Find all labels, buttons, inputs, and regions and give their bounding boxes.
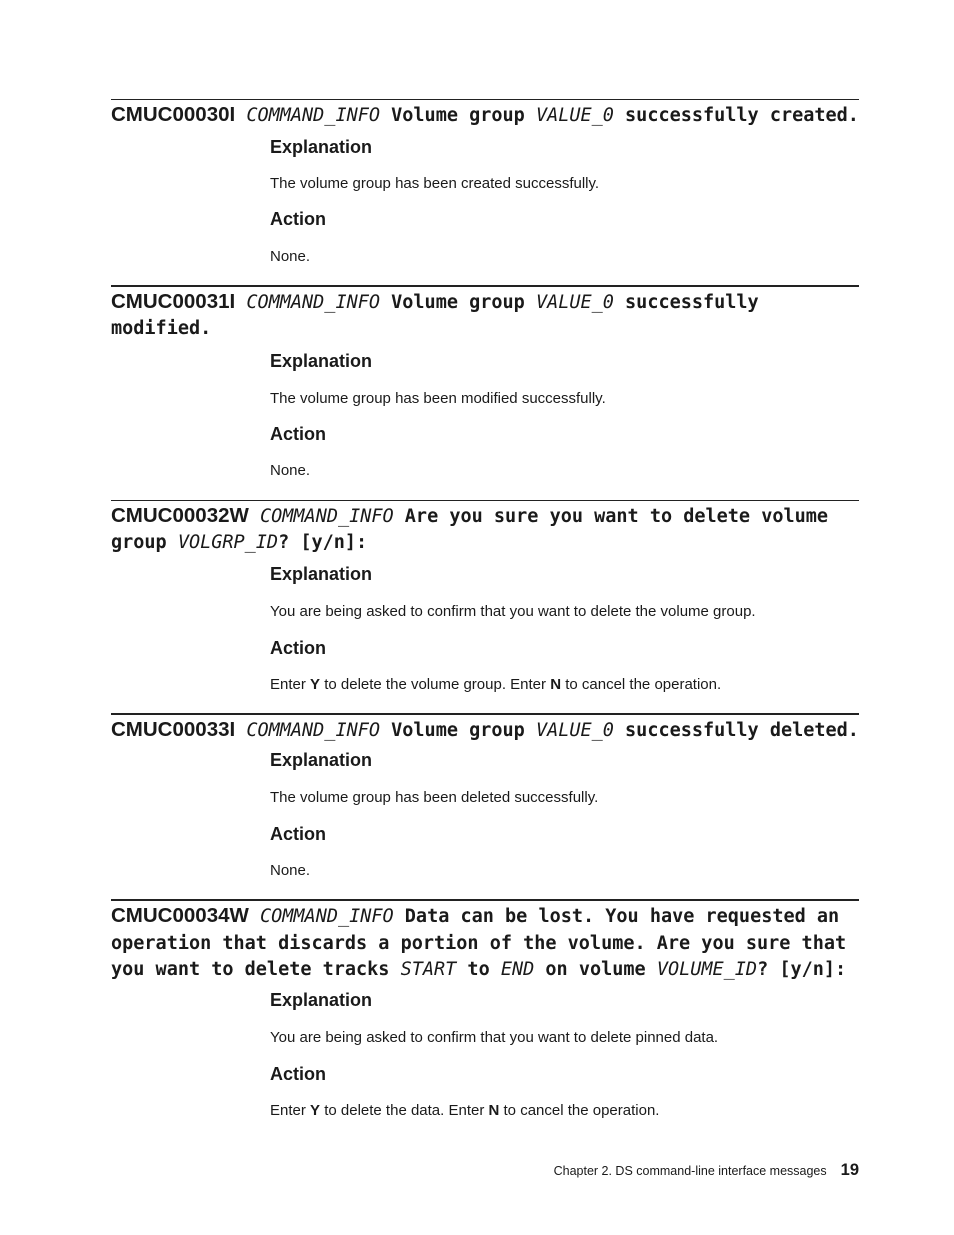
explanation-heading: Explanation	[270, 350, 373, 371]
chapter-title: Chapter 2. DS command-line interface messages	[553, 1164, 827, 1178]
message-text	[246, 105, 859, 126]
message-heading	[111, 715, 859, 745]
explanation-text	[270, 1028, 859, 1048]
text-run: group	[111, 532, 178, 553]
text-run: You are being asked to confirm that you want to delete pinned data.	[270, 1028, 719, 1046]
message-body	[270, 350, 859, 481]
explanation-heading: Explanation	[270, 750, 373, 770]
action-text	[270, 461, 859, 481]
variable-placeholder: COMMAND_INFO	[246, 105, 380, 126]
action-heading: Action	[270, 1063, 326, 1084]
message-entry	[111, 713, 859, 882]
text-run: successfully created.	[613, 105, 859, 126]
explanation-heading: Explanation	[270, 136, 373, 157]
message-code: CMUC00030I	[111, 103, 236, 126]
variable-placeholder: VOLGRP_ID	[177, 532, 279, 553]
explanation-heading: Explanation	[270, 989, 373, 1010]
message-heading	[111, 287, 859, 343]
text-run: The volume group has been deleted successfully.	[270, 789, 599, 806]
text-run: successfully deleted.	[613, 719, 859, 741]
text-run: The volume group has been created successfully.	[270, 174, 600, 192]
text-run: you want to delete tracks	[111, 959, 401, 980]
text-run: Are you sure you want to delete volume	[393, 505, 829, 527]
text-run: Volume group	[380, 291, 536, 313]
message-entry	[111, 99, 859, 267]
message-code: CMUC00034W	[111, 904, 249, 927]
key-letter: Y	[310, 675, 321, 693]
message-body	[270, 749, 859, 881]
text-run: Volume group	[380, 719, 536, 741]
variable-placeholder: COMMAND_INFO	[246, 719, 380, 741]
text-run: Enter	[270, 675, 311, 693]
text-run: ? [y/n]:	[278, 532, 368, 553]
message-code: CMUC00033I	[111, 717, 236, 741]
explanation-text	[270, 788, 859, 808]
action-text	[270, 861, 859, 881]
text-run: Enter	[270, 1101, 311, 1119]
text-run: to cancel the operation.	[561, 675, 722, 693]
variable-placeholder: START	[400, 959, 457, 980]
text-run: You are being asked to confirm that you want to delete the volume group.	[270, 602, 756, 620]
text-run: to delete the data. Enter	[320, 1101, 489, 1119]
key-letter: N	[488, 1101, 500, 1119]
variable-placeholder: COMMAND_INFO	[246, 291, 380, 313]
message-entry	[111, 285, 859, 481]
action-text	[270, 675, 859, 695]
text-run: None.	[270, 862, 311, 879]
text-run: None.	[270, 461, 311, 479]
message-heading	[111, 100, 859, 130]
variable-placeholder: VALUE_0	[535, 105, 614, 126]
text-run: to cancel the operation.	[499, 1101, 660, 1119]
action-heading: Action	[270, 208, 326, 229]
text-run: Volume group	[380, 105, 536, 126]
action-heading: Action	[270, 824, 326, 844]
message-code: CMUC00031I	[111, 289, 236, 313]
text-run: ? [y/n]:	[757, 959, 847, 980]
variable-placeholder: COMMAND_INFO	[260, 906, 394, 927]
message-body	[270, 989, 859, 1121]
variable-placeholder: VALUE_0	[535, 291, 614, 313]
key-letter: Y	[310, 1101, 321, 1119]
action-heading: Action	[270, 423, 326, 444]
message-entry	[111, 899, 859, 1121]
text-run: The volume group has been modified successfully.	[270, 389, 606, 407]
text-run: to	[456, 959, 501, 980]
explanation-text	[270, 174, 859, 194]
text-run: on volume	[534, 959, 657, 980]
variable-placeholder: VALUE_0	[535, 719, 614, 741]
variable-placeholder: END	[500, 959, 535, 980]
explanation-heading: Explanation	[270, 563, 373, 584]
variable-placeholder: COMMAND_INFO	[260, 505, 394, 527]
text-run: Data can be lost. You have requested an	[393, 906, 840, 927]
text-run: operation that discards a portion of the volume. Are you sure that	[111, 932, 847, 954]
message-code: CMUC00032W	[111, 503, 249, 527]
explanation-text	[270, 602, 859, 622]
key-letter: N	[550, 675, 562, 693]
message-heading	[111, 501, 859, 557]
action-text	[270, 1101, 859, 1121]
message-heading	[111, 901, 859, 984]
page-footer	[554, 1160, 859, 1181]
text-run: to delete the volume group. Enter	[320, 675, 551, 693]
text-run: None.	[270, 247, 311, 265]
message-body	[270, 563, 859, 695]
action-text	[270, 247, 859, 267]
message-list	[111, 99, 859, 1121]
text-run: successfully	[613, 291, 759, 313]
message-entry	[111, 500, 859, 695]
action-heading: Action	[270, 637, 326, 658]
message-text	[246, 720, 859, 741]
explanation-text	[270, 389, 859, 409]
message-body	[270, 136, 859, 267]
text-run: modified.	[111, 318, 212, 339]
variable-placeholder: VOLUME_ID	[656, 959, 758, 980]
page-number: 19	[840, 1161, 859, 1179]
